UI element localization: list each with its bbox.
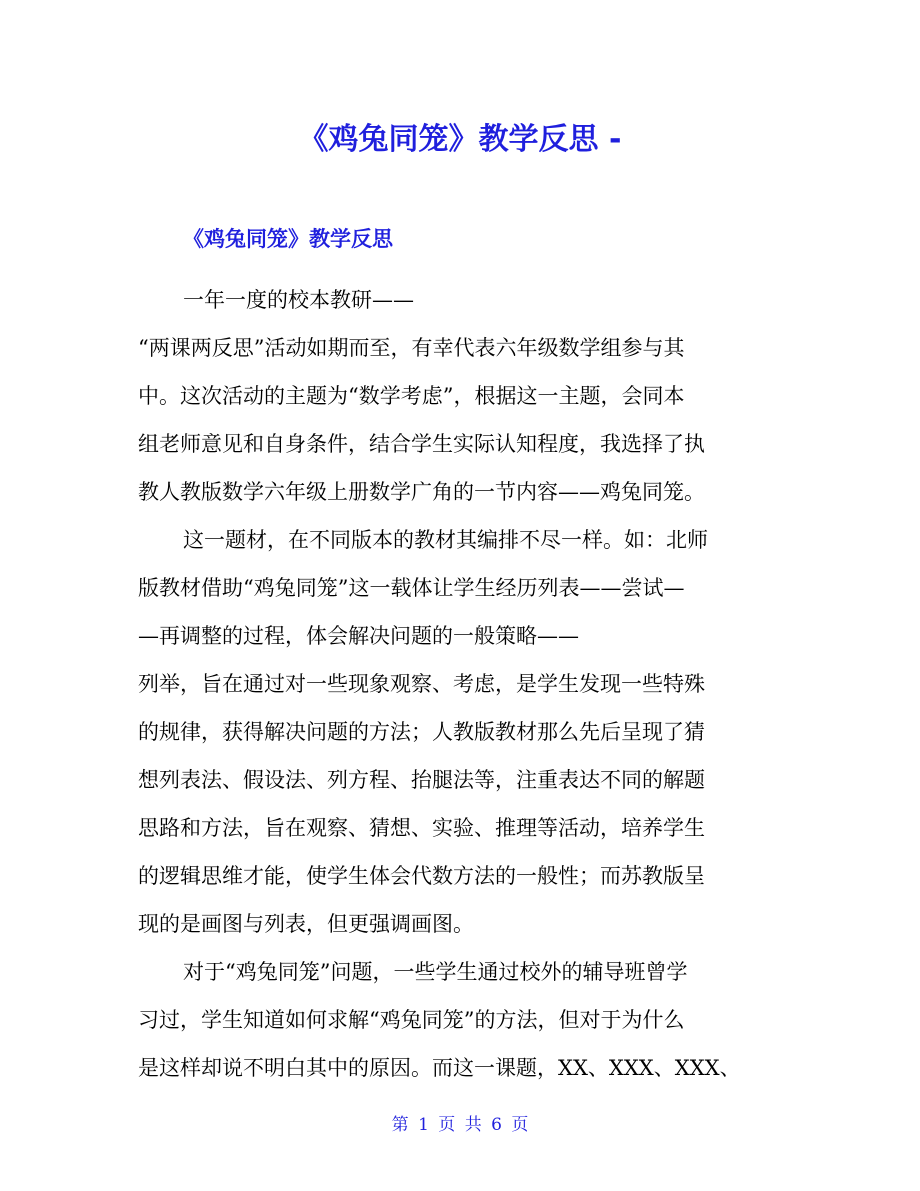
paragraph-line: 中。这次活动的主题为“数学考虑”，根据这一主题，会同本 — [138, 384, 685, 408]
paragraph-line: 思路和方法，旨在观察、猜想、实验、推理等活动，培养学生 — [138, 816, 705, 840]
paragraph-line: 现的是画图与列表，但更强调画图。 — [138, 912, 474, 936]
paragraph-line: 的规律，获得解决问题的方法；人教版教材那么先后呈现了猜 — [138, 720, 705, 744]
paragraph-line: 习过，学生知道如何求解“鸡兔同笼”的方法，但对于为什么 — [138, 1008, 685, 1032]
paragraph-line: “两课两反思”活动如期而至，有幸代表六年级数学组参与其 — [138, 336, 685, 360]
section-heading: 《鸡兔同笼》教学反思 — [183, 227, 393, 251]
paragraph-line: 的逻辑思维才能，使学生体会代数方法的一般性；而苏教版呈 — [138, 864, 705, 888]
paragraph-line: 对于“鸡兔同笼”问题，一些学生通过校外的辅导班曾学 — [183, 960, 688, 984]
document-title: 《鸡兔同笼》教学反思 - — [298, 122, 622, 157]
paragraph-line: 教人教版数学六年级上册数学广角的一节内容——鸡兔同笼。 — [138, 480, 705, 504]
paragraph-line: 一年一度的校本教研—— — [183, 288, 414, 312]
page-number-footer: 第 1 页 共 6 页 — [391, 1115, 529, 1135]
paragraph-line: 是这样却说不明白其中的原因。而这一课题，XX、XXX、XXX、 — [138, 1056, 741, 1080]
paragraph-line: 组老师意见和自身条件，结合学生实际认知程度，我选择了执 — [138, 432, 705, 456]
paragraph-line: 列举，旨在通过对一些现象观察、考虑，是学生发现一些特殊 — [138, 672, 705, 696]
paragraph-line: 版教材借助“鸡兔同笼”这一载体让学生经历列表——尝试— — [138, 576, 685, 600]
paragraph-line: —再调整的过程，体会解决问题的一般策略—— — [138, 624, 579, 648]
paragraph-line: 想列表法、假设法、列方程、抬腿法等，注重表达不同的解题 — [138, 768, 705, 792]
document-body — [138, 276, 788, 1092]
paragraph-line: 这一题材，在不同版本的教材其编排不尽一样。如：北师 — [183, 528, 708, 552]
